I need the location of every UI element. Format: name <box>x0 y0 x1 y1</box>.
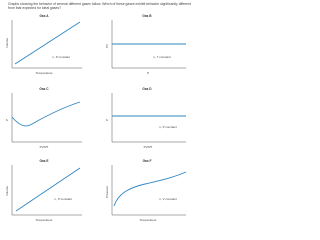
chart-gas-e-title: Gas E <box>39 159 49 163</box>
chart-gas-d-xlabel: PV/RT <box>143 145 153 149</box>
chart-gas-a-curve <box>15 22 80 64</box>
chart-gas-b <box>105 14 186 75</box>
chart-gas-a-annotation: n, P constant <box>52 55 70 59</box>
chart-gas-c-curve <box>12 102 80 126</box>
chart-gas-c-xlabel: PV/RT <box>39 145 49 149</box>
chart-gas-f-title: Gas F <box>142 159 152 163</box>
chart-gas-a <box>5 14 82 75</box>
chart-gas-f <box>105 159 186 222</box>
chart-gas-f-ylabel: Pressure <box>105 185 109 198</box>
chart-gas-b-ylabel: PV <box>105 43 109 48</box>
chart-gas-d-annotation: n, P constant <box>159 125 177 129</box>
chart-gas-b-xlabel: P <box>146 71 150 75</box>
question-text: Graphs showing the behavior of several different gases follow. Which of these gases exhibit behavior significantly different from that expected for ideal gases? <box>8 2 191 11</box>
chart-gas-e-curve <box>16 168 80 211</box>
chart-gas-f-annotation: n, V constant <box>159 197 177 201</box>
chart-gas-b-annotation: n, T constant <box>153 55 171 59</box>
chart-gas-f-xlabel: Temperature <box>139 218 157 222</box>
chart-gas-a-xlabel: Temperature <box>35 71 53 75</box>
chart-gas-a-ylabel: Volume <box>5 37 9 48</box>
chart-gas-c <box>5 87 82 149</box>
chart-gas-b-title: Gas B <box>142 14 152 18</box>
chart-gas-e-xlabel: Temperature <box>35 218 53 222</box>
chart-gas-c-ylabel: P <box>5 118 9 121</box>
chart-gas-e-annotation: n, P constant <box>54 197 72 201</box>
chart-gas-d-title: Gas D <box>142 87 152 91</box>
chart-gas-d <box>105 87 186 149</box>
chart-gas-e-ylabel: Volume <box>5 185 9 196</box>
chart-gas-a-title: Gas A <box>39 14 49 18</box>
chart-gas-c-title: Gas C <box>39 87 49 91</box>
chart-gas-e <box>5 159 82 222</box>
chart-gas-d-ylabel: P <box>105 118 109 121</box>
